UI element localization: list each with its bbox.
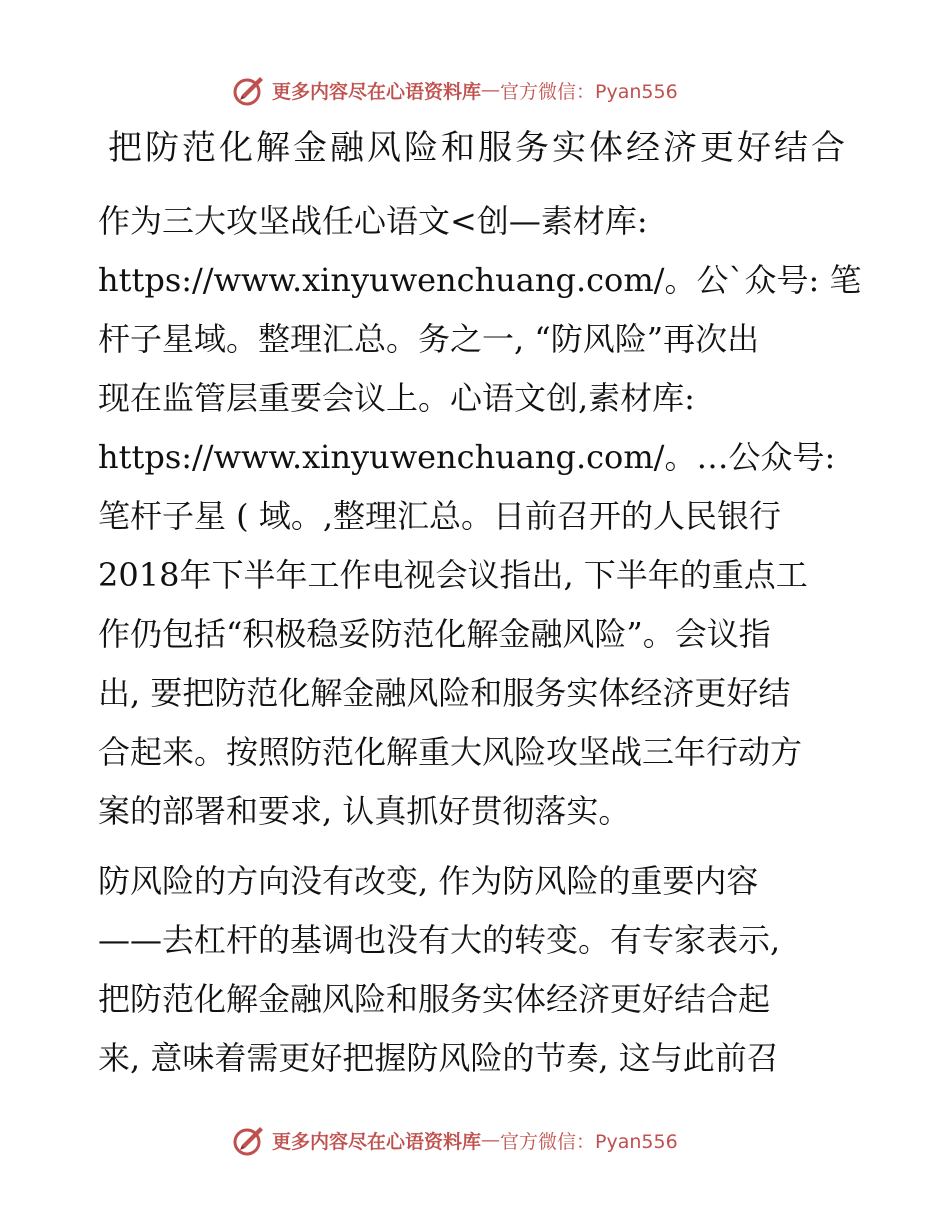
paragraph-line: 作为三大攻坚战任心语文<创—素材库: bbox=[98, 202, 648, 240]
quill-pen-logo-icon bbox=[232, 1123, 266, 1157]
footer-watermark-banner bbox=[232, 1122, 678, 1158]
quill-pen-logo-icon bbox=[232, 73, 266, 107]
paragraph-line: 现在监管层重要会议上。心语文创,素材库: bbox=[98, 379, 695, 417]
header-watermark-banner bbox=[232, 72, 678, 108]
paragraph-line: 笔杆子星 ( 域。,整理汇总。日前召开的人民银行 bbox=[98, 497, 782, 535]
paragraph-line: 案的部署和要求, 认真抓好贯彻落实。 bbox=[98, 792, 631, 830]
paragraph-line: https://www.xinyuwenchuang.com/。…公众号: bbox=[98, 438, 836, 476]
paragraph-line: 2018年下半年工作电视会议指出, 下半年的重点工 bbox=[98, 556, 808, 594]
paragraph-2 bbox=[98, 852, 858, 1088]
paragraph-line: 作仍包括“积极稳妥防范化解金融风险”。会议指 bbox=[98, 615, 771, 653]
banner-wechat: 官方微信：Pyan556 bbox=[500, 80, 678, 103]
paragraph-line: 防风险的方向没有改变, 作为防风险的重要内容 bbox=[98, 862, 759, 900]
paragraph-line: https://www.xinyuwenchuang.com/。公`众号: 笔 bbox=[98, 261, 862, 299]
paragraph-line: ——去杠杆的基调也没有大的转变。有专家表示, bbox=[98, 921, 781, 959]
paragraph-line: 把防范化解金融风险和服务实体经济更好结合起 bbox=[98, 980, 771, 1018]
banner-separator: — bbox=[481, 1129, 501, 1151]
banner-separator: — bbox=[481, 79, 501, 101]
banner-text: 更多内容尽在心语资料库 bbox=[272, 1130, 482, 1153]
paragraph-line: 来, 意味着需更好把握防风险的节奏, 这与此前召 bbox=[98, 1039, 779, 1077]
paragraph-line: 合起来。按照防范化解重大风险攻坚战三年行动方 bbox=[98, 733, 803, 771]
paragraph-line: 出, 要把防范化解金融风险和服务实体经济更好结 bbox=[98, 674, 791, 712]
paragraph-line: 杆子星域。整理汇总。务之一, “防风险”再次出 bbox=[98, 320, 760, 358]
document-title: 把防范化解金融风险和服务实体经济更好结合 bbox=[108, 128, 848, 168]
banner-text: 更多内容尽在心语资料库 bbox=[272, 80, 482, 103]
paragraph-1 bbox=[98, 192, 862, 841]
banner-wechat: 官方微信：Pyan556 bbox=[500, 1130, 678, 1153]
